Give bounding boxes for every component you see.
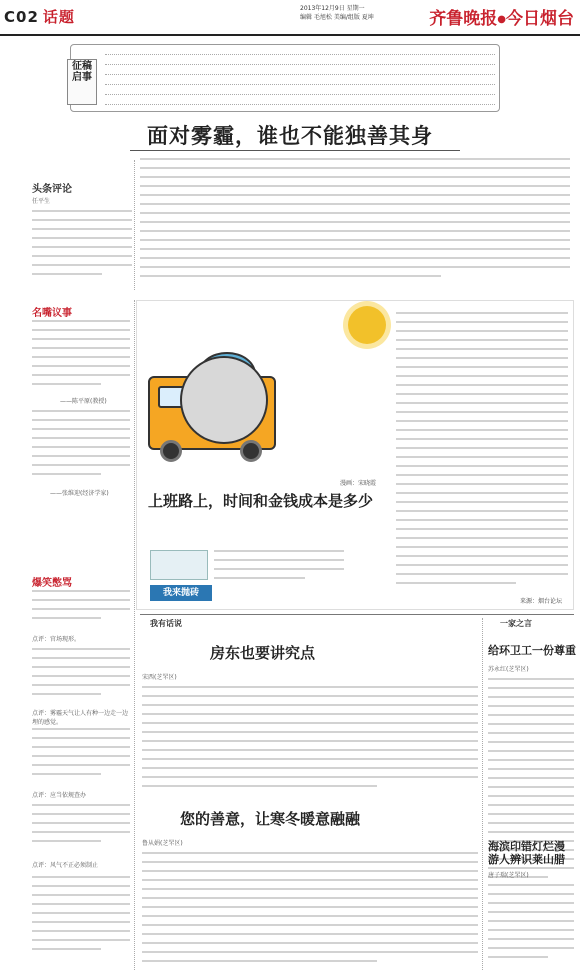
headline-rule xyxy=(130,150,460,151)
label-jokes: 爆笑憋骂 xyxy=(32,578,72,589)
joke-text-5 xyxy=(32,876,130,966)
brand-dot-icon: ● xyxy=(497,14,506,25)
infographic-quote xyxy=(214,550,344,590)
newspaper-brand xyxy=(429,4,574,29)
label-one-view: 一家之言 xyxy=(500,619,532,628)
seaside-article-text xyxy=(488,884,574,970)
infographic-list xyxy=(396,312,568,588)
byline-landlord: 宋西(芝罘区) xyxy=(142,674,177,681)
joke-text-2 xyxy=(32,648,130,706)
label-pundits: 名嘴议事 xyxy=(32,308,72,319)
joke-text-1 xyxy=(32,590,130,630)
joke-text-4 xyxy=(32,804,130,854)
section-name: 话题 xyxy=(42,8,75,26)
snail-illustration xyxy=(180,356,268,444)
throw-brick-tag: 我来抛砖 xyxy=(150,585,212,601)
reader-illustration xyxy=(150,550,208,580)
section-rule xyxy=(140,614,574,615)
page-code xyxy=(4,6,75,27)
pundit-signature-2: ——张维迎(经济学家) xyxy=(50,490,109,497)
label-have-my-say: 我有话说 xyxy=(150,619,182,628)
sun-icon xyxy=(348,306,386,344)
sanitation-article-text xyxy=(488,678,574,900)
column-divider-right xyxy=(482,618,483,970)
headline-landlord: 房东也要讲究点 xyxy=(210,644,316,662)
notice-text xyxy=(105,49,495,114)
editor-credits: 编辑 毛旭松 美编/组版 夏坤 xyxy=(300,14,374,21)
byline-seaside: 唐子瑞(芝罘区) xyxy=(488,872,529,879)
bus-wheel-icon xyxy=(160,440,182,462)
joke-comment-1: 点评：官场现形。 xyxy=(32,636,81,643)
column-divider xyxy=(134,160,135,290)
pundit-text-1 xyxy=(32,320,130,392)
column-divider-left xyxy=(134,300,135,970)
pundit-signature-1: ——陈平原(教授) xyxy=(60,398,107,405)
infographic-source: 来源：烟台论坛 xyxy=(520,598,563,605)
masthead xyxy=(0,0,580,36)
joke-comment-2: 点评：雾霾天气让人有种一边走一边埋的感觉。 xyxy=(32,710,129,726)
main-article-text xyxy=(140,158,570,293)
kindness-article-text xyxy=(142,852,478,970)
byline-sanitation: 苏永红(芝罘区) xyxy=(488,666,529,673)
bus-wheel-icon xyxy=(240,440,262,462)
call-for-submissions xyxy=(70,44,500,112)
page-number: C02 xyxy=(4,8,39,26)
joke-comment-4: 点评：风气不正必须制止 xyxy=(32,862,99,869)
pundit-text-2 xyxy=(32,410,130,484)
landlord-article-text xyxy=(142,686,478,798)
headline-kindness: 您的善意，让寒冬暖意融融 xyxy=(180,810,361,828)
issue-meta xyxy=(300,4,374,22)
issue-date: 2013年12月9日 星期一 xyxy=(300,5,365,12)
cartoon-credit: 漫画：宋晓霞 xyxy=(340,480,377,487)
byline-commentary: 任平生 xyxy=(32,198,51,205)
joke-text-3 xyxy=(32,728,130,786)
headline-sanitation: 给环卫工一份尊重 xyxy=(488,644,576,657)
byline-kindness: 鲁从娟(芝罘区) xyxy=(142,840,183,847)
label-headline-commentary: 头条评论 xyxy=(32,184,72,195)
joke-comment-3: 点评：应当依规查办 xyxy=(32,792,87,799)
headline-seaside: 海滨印错灯烂漫 游人辨识莱山腊 xyxy=(488,840,565,866)
commentary-text xyxy=(32,210,132,288)
brand-sub: 今日烟台 xyxy=(506,9,574,29)
page-headline: 面对雾霾，谁也不能独善其身 xyxy=(147,123,433,148)
brand-name: 齐鲁晚报 xyxy=(429,9,498,29)
notice-tag: 征稿启事 xyxy=(67,59,97,105)
infographic-title: 上班路上，时间和金钱成本是多少 xyxy=(148,492,374,510)
